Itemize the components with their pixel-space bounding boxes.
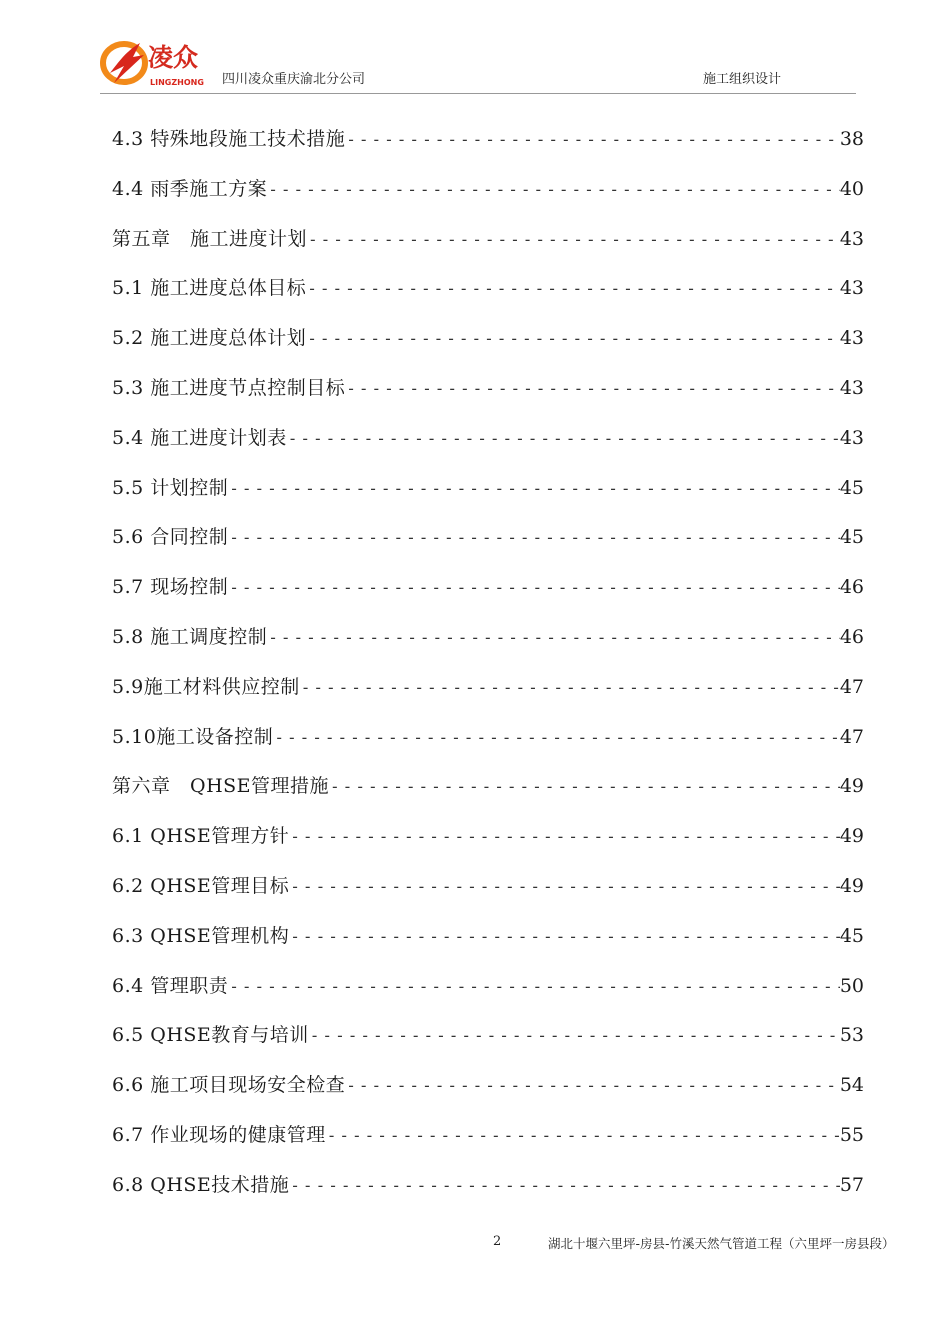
toc-entry-title: 6.2 QHSE管理目标 xyxy=(112,874,290,897)
toc-entry-page-number: 50 xyxy=(839,974,864,997)
toc-leader-line xyxy=(346,1064,840,1108)
toc-leader-line xyxy=(310,1014,840,1058)
toc-entry-title: 5.2 施工进度总体计划 xyxy=(112,327,307,350)
toc-entry-page-number: 57 xyxy=(839,1173,864,1196)
toc-leader-line xyxy=(229,516,840,560)
toc-entry-title: 5.7 现场控制 xyxy=(112,576,229,599)
toc-entry-page-number: 47 xyxy=(839,675,864,698)
toc-leader-line xyxy=(229,467,840,511)
toc-entry[interactable] xyxy=(112,316,864,366)
document-title: 施工组织设计 xyxy=(703,72,782,87)
toc-entry-page-number: 43 xyxy=(839,376,864,399)
toc-entry-title: 5.6 合同控制 xyxy=(112,526,229,549)
svg-text:凌众: 凌众 xyxy=(148,43,199,72)
toc-entry-title: 6.6 施工项目现场安全检查 xyxy=(112,1074,346,1097)
toc-leader-line xyxy=(307,267,840,311)
toc-entry[interactable] xyxy=(112,515,864,565)
company-name: 四川凌众重庆渝北分公司 xyxy=(222,72,366,87)
toc-entry[interactable] xyxy=(112,167,864,217)
toc-leader-line xyxy=(290,915,840,959)
svg-text:LINGZHONG: LINGZHONG xyxy=(150,78,204,87)
toc-entry-page-number: 43 xyxy=(839,426,864,449)
toc-entry-page-number: 46 xyxy=(839,576,864,599)
toc-entry-page-number: 49 xyxy=(839,775,864,798)
toc-leader-line xyxy=(346,118,840,162)
toc-entry-page-number: 55 xyxy=(839,1123,864,1146)
toc-leader-line xyxy=(268,168,840,212)
toc-leader-line xyxy=(346,367,840,411)
toc-leader-line xyxy=(327,1114,840,1158)
toc-leader-line xyxy=(308,218,840,262)
toc-entry[interactable] xyxy=(112,764,864,814)
toc-entry[interactable] xyxy=(112,366,864,416)
toc-entry-title: 5.10施工设备控制 xyxy=(112,725,274,748)
table-of-contents xyxy=(112,117,864,1213)
toc-entry-page-number: 46 xyxy=(839,625,864,648)
toc-entry-page-number: 43 xyxy=(839,277,864,300)
toc-entry-title: 第六章 QHSE管理措施 xyxy=(112,775,330,798)
toc-entry-title: 6.8 QHSE技术措施 xyxy=(112,1173,290,1196)
toc-entry[interactable] xyxy=(112,217,864,267)
toc-entry-title: 5.1 施工进度总体目标 xyxy=(112,277,307,300)
toc-entry[interactable] xyxy=(112,565,864,615)
toc-leader-line xyxy=(330,765,840,809)
toc-entry[interactable] xyxy=(112,665,864,715)
toc-leader-line xyxy=(307,317,840,361)
toc-entry-title: 5.4 施工进度计划表 xyxy=(112,426,287,449)
toc-entry[interactable] xyxy=(112,615,864,665)
toc-entry-page-number: 43 xyxy=(839,227,864,250)
toc-entry-title: 第五章 施工进度计划 xyxy=(112,227,308,250)
toc-entry-title: 6.4 管理职责 xyxy=(112,974,229,997)
toc-entry[interactable] xyxy=(112,1063,864,1113)
company-logo xyxy=(100,33,210,91)
toc-entry-title: 5.3 施工进度节点控制目标 xyxy=(112,376,346,399)
toc-entry-title: 4.3 特殊地段施工技术措施 xyxy=(112,128,346,150)
toc-entry[interactable] xyxy=(112,964,864,1014)
toc-entry-page-number: 40 xyxy=(839,177,864,200)
toc-leader-line xyxy=(274,716,840,760)
toc-entry-title: 6.7 作业现场的健康管理 xyxy=(112,1123,326,1146)
toc-entry[interactable] xyxy=(112,715,864,765)
toc-leader-line xyxy=(229,566,840,610)
toc-entry-page-number: 53 xyxy=(839,1024,864,1047)
toc-entry[interactable] xyxy=(112,416,864,466)
toc-entry[interactable] xyxy=(112,266,864,316)
toc-entry[interactable] xyxy=(112,1163,864,1213)
toc-entry-title: 4.4 雨季施工方案 xyxy=(112,177,268,200)
header-divider xyxy=(100,93,856,94)
toc-entry-page-number: 49 xyxy=(839,874,864,897)
toc-entry[interactable] xyxy=(112,914,864,964)
toc-entry-title: 5.8 施工调度控制 xyxy=(112,625,268,648)
toc-entry[interactable] xyxy=(112,1013,864,1063)
toc-leader-line xyxy=(290,815,840,859)
toc-entry[interactable] xyxy=(112,1113,864,1163)
page-header xyxy=(0,0,950,110)
toc-leader-line xyxy=(288,417,840,461)
footer-page-number: 2 xyxy=(493,1234,502,1249)
toc-entry-page-number: 45 xyxy=(839,526,864,549)
toc-entry-title: 5.5 计划控制 xyxy=(112,476,229,499)
toc-entry-page-number: 45 xyxy=(839,924,864,947)
toc-entry[interactable] xyxy=(112,814,864,864)
toc-leader-line xyxy=(268,616,840,660)
toc-leader-line xyxy=(301,666,840,710)
toc-leader-line xyxy=(290,865,840,909)
toc-entry-page-number: 45 xyxy=(839,476,864,499)
toc-entry-title: 5.9施工材料供应控制 xyxy=(112,675,300,698)
toc-entry-page-number: 47 xyxy=(839,725,864,748)
toc-entry-title: 6.3 QHSE管理机构 xyxy=(112,924,290,947)
toc-entry-page-number: 49 xyxy=(839,825,864,848)
toc-entry[interactable] xyxy=(112,117,864,167)
toc-entry-title: 6.5 QHSE教育与培训 xyxy=(112,1024,309,1047)
toc-entry-title: 6.1 QHSE管理方针 xyxy=(112,825,290,848)
toc-leader-line xyxy=(290,1164,840,1208)
footer-project-name: 湖北十堰六里坪-房县-竹溪天然气管道工程（六里坪一房县段） xyxy=(548,1236,895,1251)
toc-entry[interactable] xyxy=(112,864,864,914)
toc-entry[interactable] xyxy=(112,466,864,516)
toc-entry-page-number: 38 xyxy=(839,128,864,150)
toc-entry-page-number: 43 xyxy=(839,327,864,350)
toc-leader-line xyxy=(229,965,840,1009)
toc-entry-page-number: 54 xyxy=(839,1074,864,1097)
